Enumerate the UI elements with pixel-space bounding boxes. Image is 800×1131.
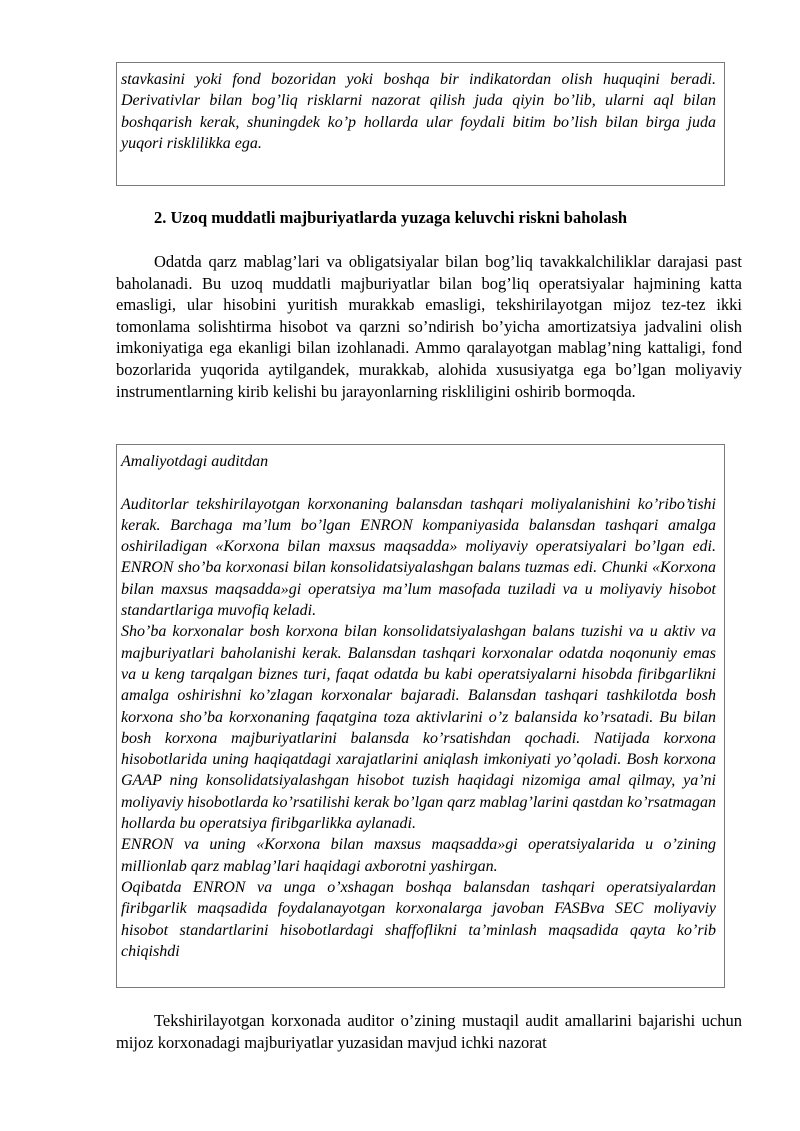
spacer	[121, 472, 716, 493]
practice-audit-box	[116, 444, 725, 988]
practice-paragraph-1: Auditorlar tekshirilayotgan korxonaning balansdan tashqari moliyalanishini ko’ribo’tishi kerak. Barchaga ma’lum bo’lgan ENRON kompaniyasida balansdan tashqari amalga oshiriladigan «Korxona bilan maxsus maqsadda» moliyaviy operatsiyalari bo’lgan edi. ENRON sho’ba korxonasi bilan konsolidatsiyalashgan balans tuzmas edi. Chunki «Korxona bilan maxsus maqsadda»gi operatsiya ma’lum masofada tuziladi va u moliyaviy hisobot standartlariga muvofiq keladi.	[121, 495, 716, 620]
body-paragraph: Odatda qarz mablag’lari va obligatsiyalar bilan bog’liq tavakkalchiliklar darajasi past baholanadi. Bu uzoq muddatli majburiyatlar bilan bog’liq operatsiyalar hajmining katta emasligi, ular hisobini yuritish murakkab emasligi, tekshirilayotgan mijoz tez-tez ikki tomonlama solishtirma hisobot va qarzni so’ndirish bo’yicha amortizatsiya jadvalini olish imkoniyatiga ega ekanligi bilan izohlanadi. Ammo qaralayotgan mablag’ning kattaligi, fond bozorlarida yuqorida aytilgandek, murakkab, alohida xususiyatga ega bo’lgan moliyaviy instrumentlarning kirib kelishi bu jarayonlarning riskliligini oshirib bormoqda.	[116, 252, 742, 401]
quote-box-derivatives	[116, 62, 725, 186]
quote-text: stavkasini yoki fond bozoridan yoki boshqa bir indikatordan olish huquqini beradi. Derivativlar bilan bog’liq risklarni nazorat qilish juda qiyin bo’lib, ularni aql bilan boshqarish kerak, shuningdek ko’p hollarda ular foydali bitim bo’lish bilan birga juda yuqori risklilikka ega.	[121, 71, 716, 152]
practice-paragraph-4: Oqibatda ENRON va unga o’xshagan boshqa balansdan tashqari operatsiyalardan firibgarlik maqsadida foydalanayotgan korxonalarga javoban FASBva SEC moliyaviy hisobot standartlarini hisobotlardagi shaffoflikni ta’minlash maqsadida qayta ko’rib chiqishdi	[121, 878, 716, 960]
closing-paragraph: Tekshirilayotgan korxonada auditor o’zining mustaqil audit amallarini bajarishi uchun mijoz korxonadagi majburiyatlar yuzasidan mavjud ichki nazorat	[116, 1011, 742, 1052]
practice-paragraph-3: ENRON va uning «Korxona bilan maxsus maqsadda»gi operatsiyalarida u o’zining millionlab qarz mablag’lari haqidagi axborotni yashirgan.	[121, 836, 716, 875]
practice-paragraph-2: Sho’ba korxonalar bosh korxona bilan konsolidatsiyalashgan balans tuzishi va u aktiv va majburiyatlari baholanishi kerak. Balansdan tashqari korxonalar odatda noqonuniy emas va u keng tarqalgan biznes turi, faqat odatda bu kabi operatsiyalarni hisobda firibgarlikni amalga oshirishni ko’zlagan korxonalar bajaradi. Balansdan tashqari tashkilotda bosh korxona sho’ba korxonaning faqatgina toza aktivlarini o’z balansida ko’rsatadi. Bu bilan bosh korxona majburiyatlarini balansda ko’rsatishdan qochadi. Natijada korxona hisobotlarida uning haqiqatdagi xarajatlarini aniqlash imkoniyati yo’qoladi. Bosh korxona GAAP ning konsolidatsiyalashgan hisobot tuzish haqidagi nizomiga amal qilmay, ya’ni moliyaviy hisobotlarda ko’rsatilishi kerak bo’lgan qarz mablag’larini qastdan ko’rsatmagan hollarda bu operatsiya firibgarlikka aylanadi.	[121, 623, 716, 833]
practice-box-title: Amaliyotdagi auditdan	[121, 453, 269, 470]
section-heading: 2. Uzoq muddatli majburiyatlarda yuzaga keluvchi riskni baholash	[154, 208, 628, 227]
